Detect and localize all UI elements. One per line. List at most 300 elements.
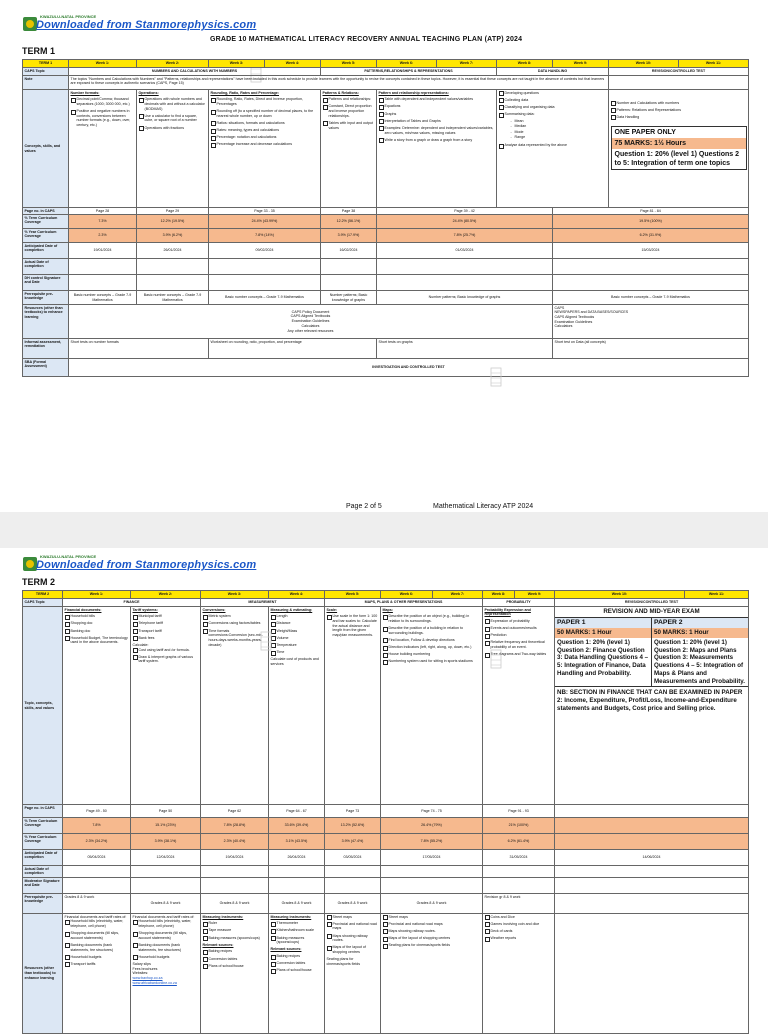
- list-item: Collecting data: [499, 98, 607, 103]
- term-heading: TERM 1: [22, 46, 56, 56]
- list-item: Events and outcomes/results: [485, 626, 553, 631]
- paper-heading: PAPER 2: [652, 618, 748, 628]
- website-link[interactable]: www.baxhop.co.za: [132, 975, 163, 980]
- list-item: Equations: [379, 104, 495, 109]
- list-item: Find location, Follow & develop directions: [383, 638, 481, 643]
- list-item: Maps of the layout of shopping centres: [383, 936, 481, 941]
- list-item: Operations with whole numbers and decimals with and without a calculator (BODMAS): [139, 97, 207, 111]
- concepts-cell: [63, 607, 131, 805]
- list-item: Banking documents (bank statements, fee structures): [133, 943, 199, 952]
- table-cell: Short tests on graphs: [377, 339, 553, 359]
- resource-list: [203, 949, 267, 968]
- resource-item: Examination Guidelines: [291, 319, 330, 324]
- list-item: Ratios: situations, formats and calculations: [211, 121, 319, 126]
- row-label: Concepts, skills, and values: [23, 90, 69, 208]
- row-label: % Term Curriculum Coverage: [23, 818, 63, 834]
- year-coverage-row: [23, 834, 749, 850]
- concept-title: Operations:: [138, 90, 159, 95]
- table-cell: INVESTIGATION AND CONTROLLED TEST: [69, 359, 749, 377]
- table-cell: Page 28: [69, 208, 137, 215]
- table-cell: Page 74 - 75: [381, 805, 483, 818]
- row-label: Anticipated Date of completion: [23, 850, 63, 866]
- paper-heading: PAPER 1: [555, 618, 651, 628]
- table-cell: 7.3%: [69, 215, 137, 229]
- table-cell: Page 39 - 42: [377, 208, 553, 215]
- page-term-1: [0, 0, 768, 512]
- resources-cell: [201, 914, 269, 1034]
- list-item: Provincial and national road maps: [383, 922, 481, 927]
- list-item: Games involving coin and dice: [485, 922, 553, 927]
- row-label: Prerequisite pre-knowledge: [23, 894, 63, 914]
- list-item: Operations with fractions: [139, 126, 207, 131]
- note-text: The topics "Numbers and Calculations with Numbers" and "Patterns, relationships and representations" have been included in this work schedule to provide learners with the opportunity to revise the concepts contained in these topics. However, it is essential that these concepts are not taught in the absence of contexts but that learners are exposed to these concepts in authentic scenarios (CAPS, Page 15): [69, 76, 609, 90]
- row-label: Note: [23, 76, 69, 90]
- dh-signature-row: [23, 275, 749, 291]
- table-cell: 3.9% (47.4%): [325, 834, 381, 850]
- list-item: Volume: [271, 636, 323, 641]
- concept-list: [211, 97, 319, 147]
- week-cell: Week 1:: [63, 591, 131, 599]
- resource-item: CAPS Aligned Textbooks: [290, 314, 331, 319]
- table-cell: Page 73: [325, 805, 381, 818]
- list-item: Analyse data represented by the above: [499, 143, 607, 148]
- row-label: Actual Date of completion: [23, 259, 69, 275]
- exam-papers: [555, 618, 748, 687]
- table-cell: Page 33 - 35: [209, 208, 321, 215]
- list-item: Data Handling: [611, 115, 747, 120]
- anticipated-date-row: [23, 850, 749, 866]
- list-item: Draw & interpret graphs of various tariff system.: [133, 655, 199, 664]
- actual-date-row: [23, 866, 749, 878]
- table-cell: Page 50: [131, 805, 201, 818]
- list-item: Banking documents (bank statements, fee structures): [65, 943, 129, 952]
- table-cell: 21% (100%): [483, 818, 555, 834]
- table-cell: 2.3%: [69, 229, 137, 243]
- actual-date-row: [23, 259, 749, 275]
- list-item: Transport tariffs: [65, 962, 129, 967]
- download-source-link[interactable]: Downloaded from Stanmorephysics.com: [36, 19, 257, 31]
- table-cell: Grades 8 & 9 work: [131, 894, 201, 914]
- concept-note: Calculate:: [132, 642, 149, 647]
- concept-title: Probability Expression and Representation: [484, 607, 531, 617]
- concepts-cell: [69, 90, 137, 208]
- concepts-cell: [269, 607, 325, 805]
- row-label: % Term Curriculum Coverage: [23, 215, 69, 229]
- year-coverage-row: [23, 229, 749, 243]
- week-cell: Week 2:: [137, 60, 209, 68]
- concept-list: [133, 648, 199, 665]
- week-cell: Week 3:: [209, 60, 265, 68]
- row-label: Resources (other than textbooks) to enhance learning: [23, 914, 63, 1034]
- table-cell: 6.2% (61.4%): [483, 834, 555, 850]
- week-cell: Week 11:: [685, 591, 749, 599]
- resources-row: [23, 914, 749, 1034]
- table-cell: Grades 8 & 9 work: [63, 894, 131, 914]
- caps-topic: MEASUREMENT: [201, 599, 325, 607]
- table-cell: 26/01/2024: [137, 243, 209, 259]
- caps-topic: REVISION/CONTROLLED TEST: [609, 68, 749, 76]
- exam-questions: Question 1: 20% (level 1) Questions 2 to 5: Integration of term one topics: [614, 150, 739, 167]
- concepts-cell: [609, 90, 749, 208]
- list-item: Length: [271, 614, 323, 619]
- anticipated-date-row: [23, 243, 749, 259]
- prerequisite-row: [23, 291, 749, 305]
- table-cell: Short test on Data (all concepts): [553, 339, 749, 359]
- resource-list: [133, 919, 199, 959]
- table-cell: 3.9% (38.1%): [131, 834, 201, 850]
- week-header-row: [23, 60, 749, 68]
- row-label: Informal assessment, remediation: [23, 339, 69, 359]
- table-cell: 7.8% (55.2%): [381, 834, 483, 850]
- concept-list: [383, 614, 481, 664]
- list-item: Provincial and national road maps: [327, 922, 379, 931]
- table-cell: Basic number concepts – Grade 7-9 Mathematics: [69, 291, 137, 305]
- list-item: Distance: [271, 621, 323, 626]
- list-item: Direction indicators (left, right, along, up, down, etc.): [383, 645, 481, 650]
- table-cell: 26/04/2024: [269, 850, 325, 866]
- paper-1-column: [555, 618, 652, 687]
- list-item: Conversions using factors/tables: [203, 621, 267, 626]
- week-cell: Week 9:: [553, 60, 609, 68]
- resource-list: [203, 921, 267, 940]
- resource-item: Examination Guidelines: [554, 319, 593, 324]
- table-cell: Worksheet on rounding, ratio, proportion, and percentage: [209, 339, 377, 359]
- table-cell: 3.9% (17.9%): [321, 229, 377, 243]
- caps-page-row: [23, 805, 749, 818]
- table-cell: 2.3% (40.4%): [201, 834, 269, 850]
- week-cell: Week 4:: [269, 591, 325, 599]
- list-item: Conversion tables: [203, 957, 267, 962]
- table-cell: 7.8% (14%): [209, 229, 321, 243]
- week-cell: Week 10:: [609, 60, 679, 68]
- week-cell: Week 6:: [377, 60, 437, 68]
- week-cell: Week 5:: [325, 591, 381, 599]
- list-item: Maps of the layout of shopping centres: [327, 945, 379, 954]
- table-cell: 16/02/2024: [321, 243, 377, 259]
- week-cell: Week 3:: [201, 591, 269, 599]
- list-item: Examples: Determine: dependent and independent values/variables, zero values, min/max values, missing values: [379, 126, 495, 135]
- list-item: Prediction: [485, 633, 553, 638]
- resources-cell: [483, 914, 555, 1034]
- week-cell: TERM 2: [23, 591, 63, 599]
- table-cell: Grades 8 & 9 work: [269, 894, 325, 914]
- list-item: - Range: [511, 135, 607, 140]
- resource-title: Measuring instruments:: [270, 914, 312, 919]
- concept-list: [611, 101, 747, 120]
- list-item: Rounding off (to a specified number of decimal places, to the nearest whole number, up or down: [211, 109, 319, 118]
- list-item: Shopping documents (till slips, account statements): [65, 931, 129, 940]
- list-item: Conversion tables: [271, 961, 323, 966]
- concepts-cell: [137, 90, 209, 208]
- list-item: Expression of probability: [485, 619, 553, 624]
- list-item: - Mode: [511, 130, 607, 135]
- resource-item: NEWSPAPERS and DATA BASES/SOURCES: [554, 310, 629, 315]
- week-cell: Week 11:: [679, 60, 749, 68]
- list-item: Street maps: [383, 915, 481, 920]
- resource-item: Calculators: [554, 324, 573, 329]
- table-cell: 31/05/2024: [483, 850, 555, 866]
- resource-title: Relevant sources:: [270, 947, 302, 952]
- list-item: Seating plans for cinemas/sports fields: [383, 943, 481, 948]
- resource-list: [271, 921, 323, 945]
- table-cell: 12/04/2024: [131, 850, 201, 866]
- list-item: Transport tariff: [133, 629, 199, 634]
- term-coverage-row: [23, 215, 749, 229]
- week-cell: Week 8:: [483, 591, 515, 599]
- table-cell: 09/02/2024: [209, 243, 321, 259]
- exam-title: REVISION AND MID-YEAR EXAM: [555, 607, 748, 618]
- week-cell: Week 6:: [381, 591, 433, 599]
- watermark-icon: [488, 648, 504, 670]
- list-item: Numbering system used for sitting in sports stadiums: [383, 659, 481, 664]
- table-cell: Page 91 - 93: [483, 805, 555, 818]
- resource-note: Seating plans for cinemas/sports fields: [326, 957, 361, 966]
- list-item: Number and Calculations with numbers: [611, 101, 747, 106]
- concepts-cell: [377, 90, 497, 208]
- list-item: Banking doc: [65, 629, 129, 634]
- sba-row: [23, 359, 749, 377]
- list-item: Use scale in the form 1: 100 and bar scales to: Calculate the actual distance and length from the given map/plan measurements.: [327, 614, 379, 637]
- list-item: House building numbering: [383, 652, 481, 657]
- table-cell: 03/05/2024: [325, 850, 381, 866]
- page-title: GRADE 10 MATHEMATICAL LITERACY RECOVERY ANNUAL TEACHING PLAN (ATP) 2024: [210, 36, 523, 43]
- table-cell: 17/05/2024: [381, 850, 483, 866]
- table-cell: 3.9% (6.2%): [137, 229, 209, 243]
- list-item: Graphs: [379, 112, 495, 117]
- list-item: Maps showing railway routes.: [327, 934, 379, 943]
- concepts-cell: [209, 90, 321, 208]
- list-item: Positive and negative numbers in contexts, conversions between number formats (e.g., down, over, century, etc.): [71, 109, 135, 128]
- week-cell: Week 9:: [515, 591, 555, 599]
- list-item: Street maps: [327, 915, 379, 920]
- resources-cell: [269, 914, 325, 1034]
- concept-note: Calculate cost of products and services: [270, 657, 319, 666]
- table-cell: 6.2% (31.9%): [553, 229, 749, 243]
- resources-cell: [63, 914, 131, 1034]
- week-cell: Week 7:: [437, 60, 497, 68]
- list-item: Relative frequency and theoretical probability of an event.: [485, 640, 553, 649]
- list-item: Describe the position of a building in relation to surrounding buildings.: [383, 626, 481, 635]
- resources-cell: [69, 305, 553, 339]
- resource-list: [485, 915, 553, 941]
- week-cell: Week 7:: [433, 591, 483, 599]
- week-cell: Week 10:: [555, 591, 685, 599]
- table-cell: Number patterns; Basic knowledge of graphs: [377, 291, 553, 305]
- download-source-link[interactable]: Downloaded from Stanmorephysics.com: [36, 559, 257, 571]
- table-cell: Grades 8 & 9 work: [325, 894, 381, 914]
- list-item: Patterns and relationships:: [323, 97, 375, 102]
- resource-list: [271, 954, 323, 973]
- document-name: Mathematical Literacy ATP 2024: [433, 503, 534, 510]
- table-cell: 19.5% (100%): [553, 215, 749, 229]
- resource-note: Salary slips: [132, 961, 151, 966]
- table-cell: 12.2% (19.5%): [137, 215, 209, 229]
- concept-list: [379, 97, 495, 142]
- resource-item: Any other relevant resources: [287, 328, 334, 333]
- concept-title: Patterns & Relations:: [322, 90, 359, 95]
- list-item: Shopping documents (till slips, account statements): [133, 931, 199, 940]
- table-cell: Short tests on number formats: [69, 339, 209, 359]
- resource-item: Calculators: [301, 323, 320, 328]
- exam-marks: 75 MARKS: 1½ Hours: [612, 138, 746, 149]
- caps-topic: MAPS, PLANS & OTHER REPRESENTATIONS: [325, 599, 483, 607]
- concepts-cell: [497, 90, 609, 208]
- table-cell: 15.1% (23%): [131, 818, 201, 834]
- row-label: CAPS Topic: [23, 68, 69, 76]
- list-item: Tree diagrams and Two-way tables: [485, 652, 553, 657]
- list-item: Household Budget, The terminology used in the above documents.: [65, 636, 129, 645]
- table-cell: Page 64 - 67: [269, 805, 325, 818]
- concept-title: Rounding, Ratio, Rates and Percentage:: [210, 90, 279, 95]
- list-item: Table with dependent and independent values/variables: [379, 97, 495, 102]
- row-label: CAPS Topic: [23, 599, 63, 607]
- province-label: KWAZULU-NATAL PROVINCE: [40, 554, 97, 559]
- resource-list: [327, 915, 379, 955]
- watermark-icon: [258, 630, 274, 652]
- term-heading: TERM 2: [22, 577, 56, 587]
- resources-cell: [381, 914, 483, 1034]
- concept-list: [271, 614, 323, 655]
- concept-list: [499, 143, 607, 148]
- week-cell: Week 2:: [131, 591, 201, 599]
- caps-topic: PROBABILITY: [483, 599, 555, 607]
- paper-marks: 50 MARKS: 1 Hour: [652, 628, 748, 638]
- table-cell: 14/06/2024: [555, 850, 749, 866]
- list-item: Household bills (electricity, water, telephone, cell phone): [133, 919, 199, 928]
- week-cell: Week 4:: [265, 60, 321, 68]
- website-link[interactable]: www.africabankonline.co.za: [132, 980, 177, 985]
- list-item: Weight/Mass: [271, 629, 323, 634]
- concept-title: Pattern and relationship representations:: [378, 90, 449, 95]
- table-cell: Grades 8 & 9 work: [381, 894, 483, 914]
- table-cell: 7.8% (25.7%): [377, 229, 553, 243]
- concept-title: Conversions:: [202, 607, 226, 612]
- page-term-2: [0, 548, 768, 1024]
- list-item: Percentage increase and decrease calculations: [211, 142, 319, 147]
- list-item: Developing questions: [499, 91, 607, 96]
- table-cell: Revision gr 8 & 9 work: [483, 894, 555, 914]
- concept-list: [499, 91, 607, 117]
- table-cell: Basic number concepts – Grade 7-9 Mathematics: [209, 291, 321, 305]
- table-cell: Page 81 - 84: [553, 208, 749, 215]
- row-label: Page no. in CAPS: [23, 208, 69, 215]
- week-cell: Week 8:: [497, 60, 553, 68]
- concept-title: Maps:: [382, 607, 393, 612]
- resource-title: Financial documents and tariff rates of:: [64, 914, 127, 919]
- table-cell: 15/03/2024: [553, 243, 749, 259]
- list-item: Shopping doc: [65, 621, 129, 626]
- resource-note: Fees brochures: [132, 966, 158, 971]
- row-label: Moderator Signature and Date: [23, 878, 63, 894]
- table-cell: 05/04/2024: [63, 850, 131, 866]
- resource-title: Financial documents and tariff rates of:: [132, 914, 195, 919]
- resource-item: CAPS Policy Document: [291, 309, 330, 314]
- list-item: Metric system: [203, 614, 267, 619]
- province-label: KWAZULU-NATAL PROVINCE: [40, 14, 97, 19]
- list-item: Thermometer: [271, 921, 323, 926]
- concept-title: Measuring & estimating:: [270, 607, 313, 612]
- row-label: Page no. in CAPS: [23, 805, 63, 818]
- concept-list: [323, 97, 375, 130]
- caps-topic-row: [23, 68, 749, 76]
- list-item: Interpretation of Tables and Graphs: [379, 119, 495, 124]
- table-cell: Basic number concepts – Grade 7-9 Mathematics: [553, 291, 749, 305]
- table-cell: 24.4% (43.99%): [209, 215, 321, 229]
- concept-list: [139, 97, 207, 130]
- resources-cell: [131, 914, 201, 1034]
- list-item: Rates: meaning, types and calculations: [211, 128, 319, 133]
- page-number: Page 2 of 5: [346, 503, 382, 510]
- exam-info-box: [611, 126, 747, 170]
- resources-cell: [553, 305, 749, 339]
- list-item: Baking recipes: [271, 954, 323, 959]
- concepts-cell: [325, 607, 381, 805]
- prerequisite-row: [23, 894, 749, 914]
- row-label: Topic, concepts, skills, and values: [23, 607, 63, 805]
- table-cell: Page 62: [201, 805, 269, 818]
- paper-questions: Question 1: 20% (level 1) Question 2: Maps and Plans Question 3: Measurements Questions 4 – 5: Integration of Maps & Plans and Measurements and Probability.: [654, 638, 746, 685]
- concept-title: Number formats:: [70, 90, 100, 95]
- table-cell: 01/03/2024: [377, 243, 553, 259]
- concepts-row: [23, 90, 749, 208]
- mid-year-exam-box: [555, 607, 748, 715]
- table-cell: 2.3% (34.2%): [63, 834, 131, 850]
- list-item: Describe the position of an object (e.g., building) in relation to its surroundings.: [383, 614, 481, 623]
- resource-item: CAPS: [554, 305, 565, 310]
- list-item: Coins and Dice: [485, 915, 553, 920]
- resource-item: CAPS Aligned Textbooks: [554, 314, 595, 319]
- concepts-cell: [321, 90, 377, 208]
- list-item: Summarising data:: [499, 112, 607, 117]
- list-item: Percentage: notation and calculations: [211, 135, 319, 140]
- informal-assessment-row: [23, 339, 749, 359]
- list-item: Bank fees: [133, 636, 199, 641]
- caps-topic: FINANCE: [63, 599, 201, 607]
- list-item: Classifying and organising data: [499, 105, 607, 110]
- paper-questions: Question 1: 20% (level 1) Question 2: Finance Question 3: Data Handling Questions 4 – 5: Integration of Finance, Data Handling and Probability.: [557, 638, 649, 677]
- finance-exam-note: NB: SECTION IN FINANCE THAT CAN BE EXAMINED IN PAPER 2: Income, Expenditure, Profit/Loss, Income-and-Expenditure statements and Budgets, Cost price and Selling price.: [555, 686, 748, 714]
- table-cell: 26.4% (79%): [381, 818, 483, 834]
- resource-note: Websites:: [132, 971, 149, 976]
- row-label: % Year Curriculum Coverage: [23, 229, 69, 243]
- list-item: Time: [271, 650, 323, 655]
- list-item: Household budgets: [133, 955, 199, 960]
- table-cell: Page 29: [137, 208, 209, 215]
- list-item: Tape measure: [203, 928, 267, 933]
- list-item: Plans of school/house: [271, 968, 323, 973]
- list-item: Maps showing railway routes.: [383, 929, 481, 934]
- caps-topic: NUMBERS AND CALCULATIONS WITH NUMBERS: [69, 68, 321, 76]
- list-item: Ruler: [203, 921, 267, 926]
- resource-list: [65, 919, 129, 966]
- week-header-row: [23, 591, 749, 599]
- list-item: Plans of school/house: [203, 964, 267, 969]
- list-item: Tables with input and output values: [323, 121, 375, 130]
- caps-topic-row: [23, 599, 749, 607]
- list-item: Household budgets: [65, 955, 129, 960]
- term-coverage-row: [23, 818, 749, 834]
- caps-page-row: [23, 208, 749, 215]
- week-cell: TERM 1: [23, 60, 69, 68]
- table-cell: 7.8% (28.8%): [201, 818, 269, 834]
- table-cell: 3.1% (43.5%): [269, 834, 325, 850]
- list-item: Baking measures (spoons/cups): [203, 936, 267, 941]
- table-cell: 33.6% (39.4%): [269, 818, 325, 834]
- list-item: Telephone tariff: [133, 621, 199, 626]
- list-item: Temperature: [271, 643, 323, 648]
- list-item: Cost using tariff and /or formula.: [133, 648, 199, 653]
- table-cell: Page 38: [321, 208, 377, 215]
